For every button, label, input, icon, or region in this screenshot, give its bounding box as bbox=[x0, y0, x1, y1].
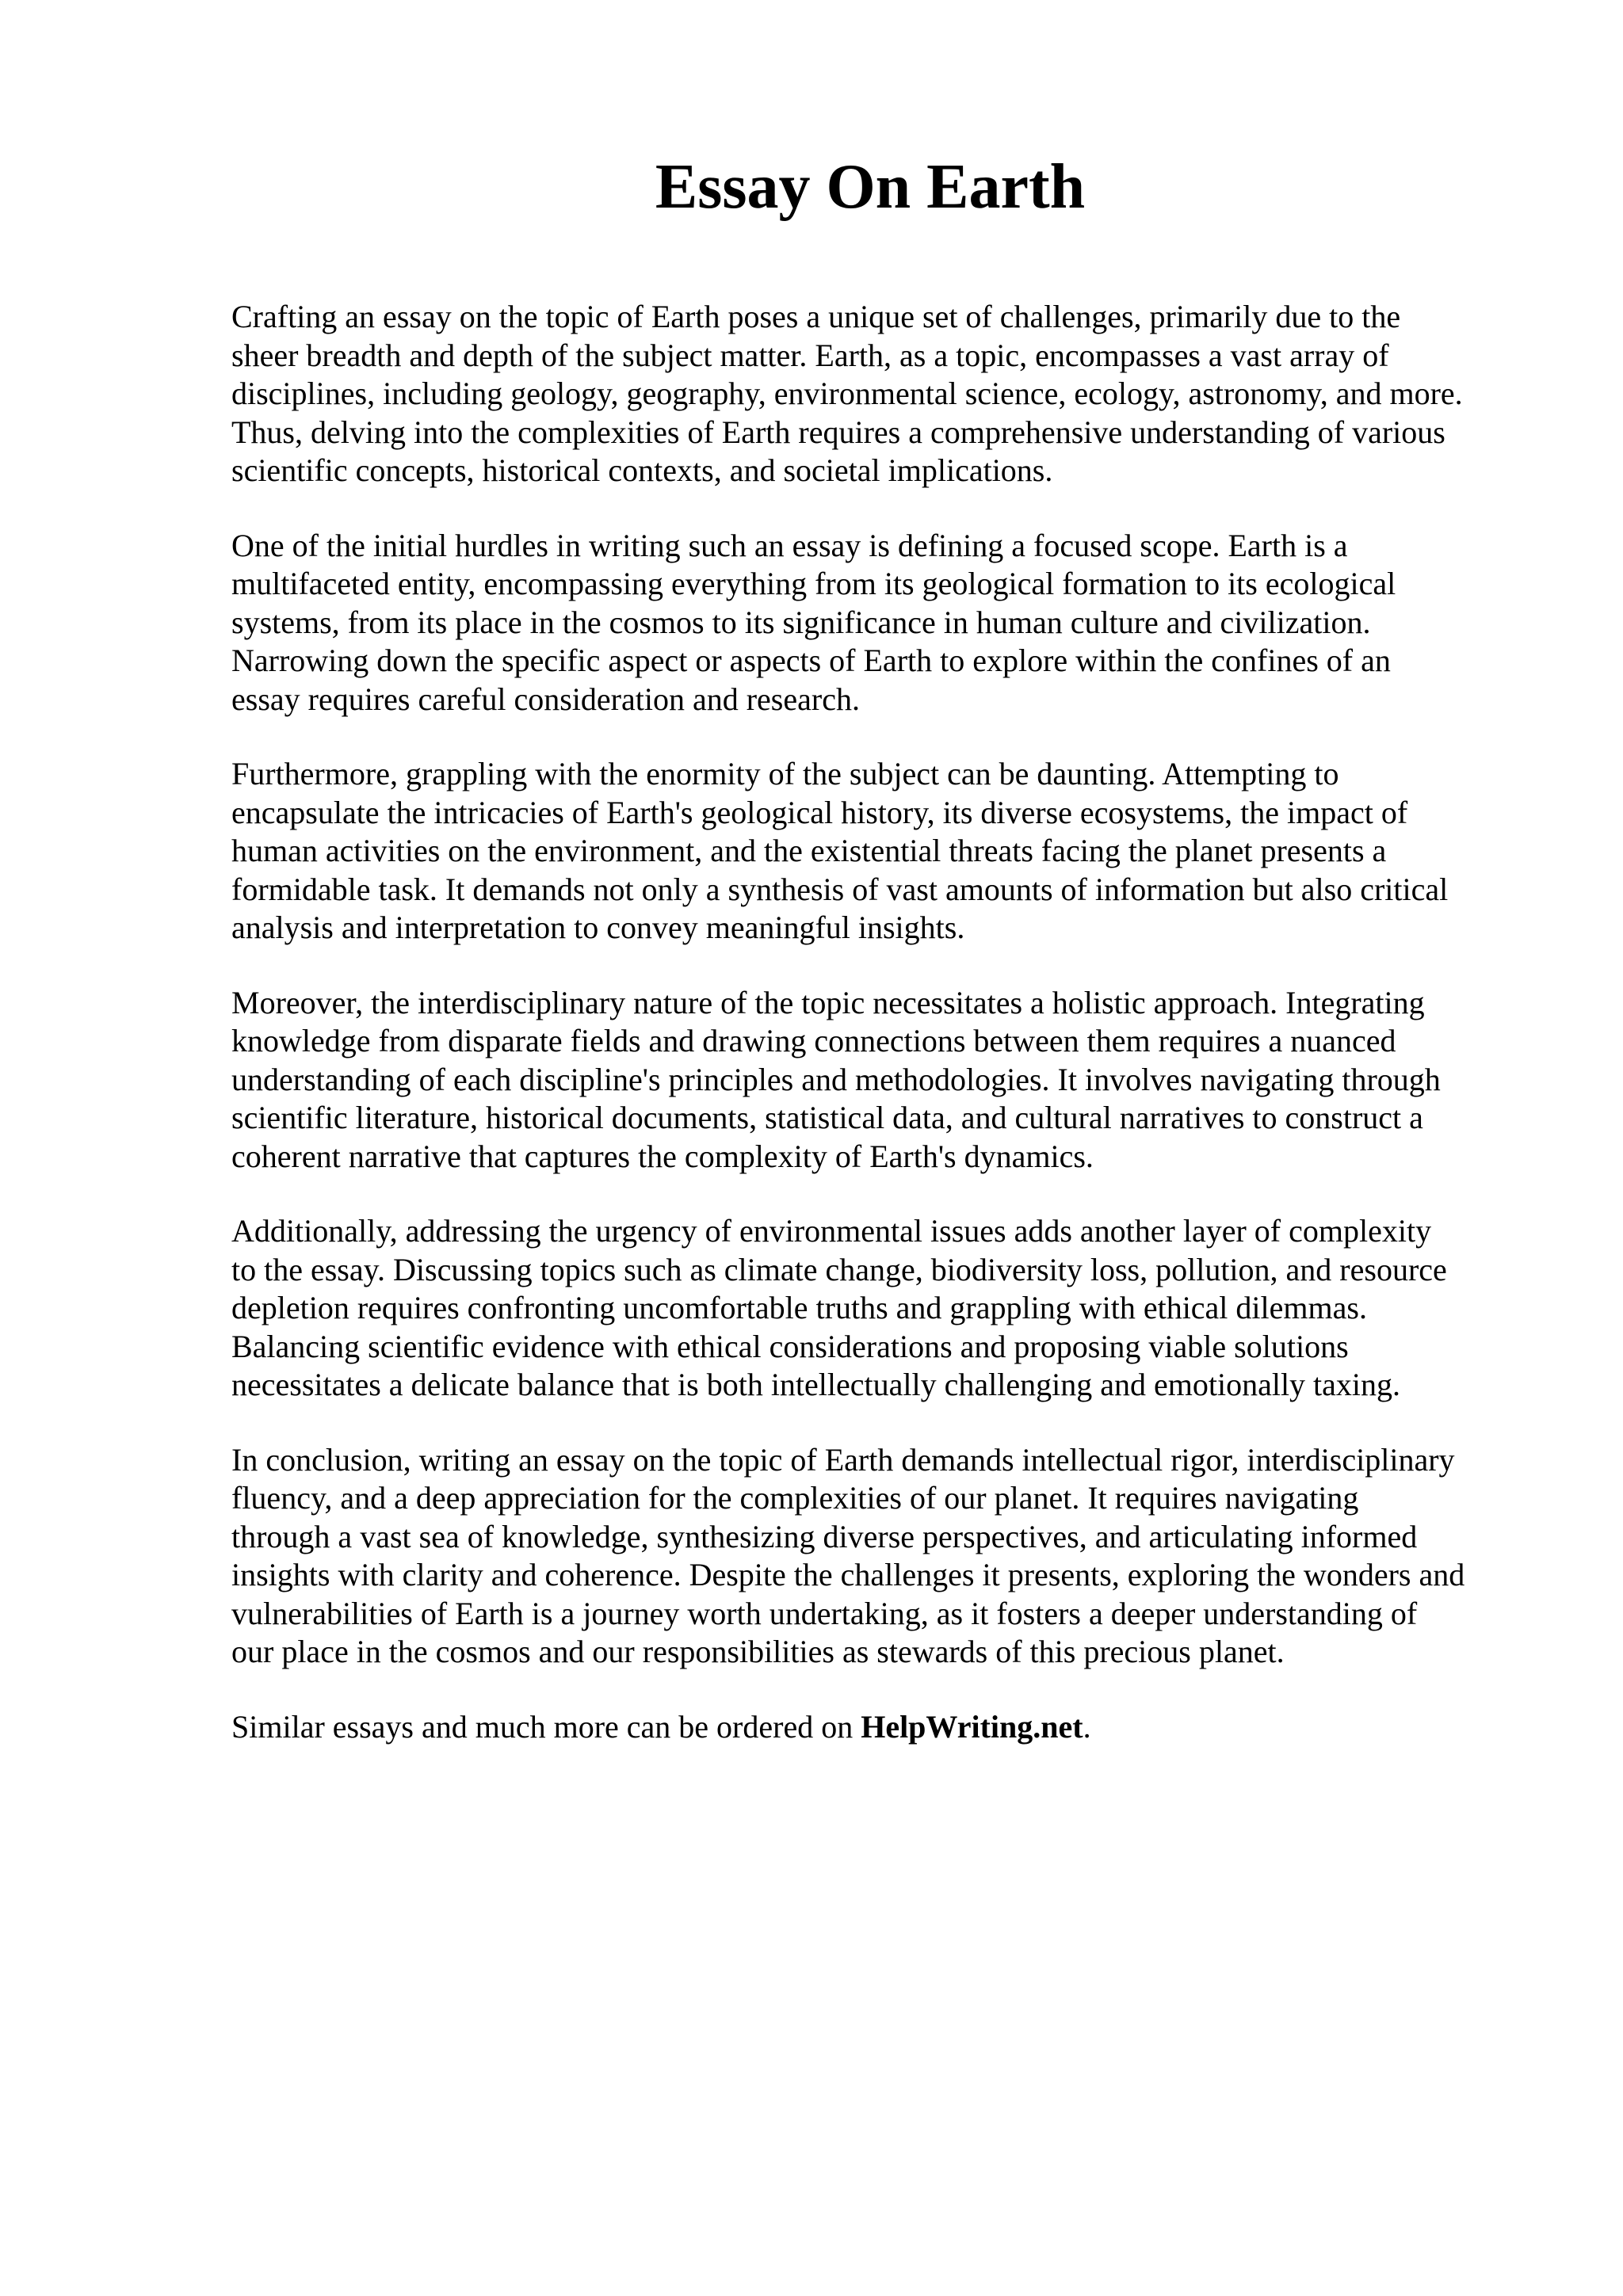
text-line: encapsulate the intricacies of Earth's geological history, its diverse ecosystems, the impact of bbox=[231, 794, 1408, 830]
text-line: disciplines, including geology, geography, environmental science, ecology, astronomy, and more. bbox=[231, 376, 1463, 411]
footer-promo bbox=[231, 1708, 1531, 1747]
text-line: One of the initial hurdles in writing such an essay is defining a focused scope. Earth is a bbox=[231, 527, 1348, 563]
text-line: multifaceted entity, encompassing everything from its geological formation to its ecological bbox=[231, 566, 1396, 601]
text-line: Additionally, addressing the urgency of environmental issues adds another layer of complexity bbox=[231, 1213, 1432, 1249]
text-line: Thus, delving into the complexities of Earth requires a comprehensive understanding of various bbox=[231, 414, 1445, 450]
paragraph-6 bbox=[231, 1441, 1531, 1672]
text-line: depletion requires confronting uncomfortable truths and grappling with ethical dilemmas. bbox=[231, 1290, 1367, 1325]
text-line: vulnerabilities of Earth is a journey worth undertaking, as it fosters a deeper understanding of bbox=[231, 1595, 1418, 1631]
text-line: sheer breadth and depth of the subject matter. Earth, as a topic, encompasses a vast array of bbox=[231, 337, 1389, 373]
footer-suffix: . bbox=[1083, 1708, 1091, 1745]
text-line: In conclusion, writing an essay on the topic of Earth demands intellectual rigor, interdisciplinary bbox=[231, 1441, 1455, 1478]
essay-title: Essay On Earth bbox=[655, 152, 1086, 222]
text-line: through a vast sea of knowledge, synthesizing diverse perspectives, and articulating informed bbox=[231, 1518, 1418, 1554]
essay-body bbox=[231, 298, 1531, 1783]
text-line: scientific concepts, historical contexts, and societal implications. bbox=[231, 452, 1053, 488]
text-line: fluency, and a deep appreciation for the complexities of our planet. It requires navigating bbox=[231, 1480, 1359, 1516]
text-line: Crafting an essay on the topic of Earth poses a unique set of challenges, primarily due to the bbox=[231, 299, 1401, 334]
text-line: formidable task. It demands not only a synthesis of vast amounts of information but also critical bbox=[231, 871, 1449, 907]
text-line: to the essay. Discussing topics such as climate change, biodiversity loss, pollution, and resource bbox=[231, 1251, 1447, 1287]
paragraph-2 bbox=[231, 527, 1531, 719]
text-line: essay requires careful consideration and research. bbox=[231, 681, 860, 717]
paragraph-3 bbox=[231, 755, 1531, 948]
paragraph-4 bbox=[231, 984, 1531, 1177]
text-line: insights with clarity and coherence. Despite the challenges it presents, exploring the wonders and bbox=[231, 1557, 1465, 1592]
text-line: coherent narrative that captures the complexity of Earth's dynamics. bbox=[231, 1138, 1094, 1174]
text-line: human activities on the environment, and the existential threats facing the planet presents a bbox=[231, 833, 1387, 868]
text-line: scientific literature, historical documents, statistical data, and cultural narratives to construct a bbox=[231, 1100, 1423, 1135]
footer-prefix: Similar essays and much more can be ordered on bbox=[231, 1708, 854, 1745]
text-line: Narrowing down the specific aspect or aspects of Earth to explore within the confines of an bbox=[231, 643, 1391, 678]
text-line: our place in the cosmos and our responsibilities as stewards of this precious planet. bbox=[231, 1634, 1285, 1669]
text-line: Furthermore, grappling with the enormity of the subject can be daunting. Attempting to bbox=[231, 756, 1339, 791]
text-line: analysis and interpretation to convey meaningful insights. bbox=[231, 910, 965, 945]
text-line: Balancing scientific evidence with ethical considerations and proposing viable solutions bbox=[231, 1328, 1349, 1364]
helpwriting-link[interactable]: HelpWriting.net bbox=[861, 1708, 1083, 1745]
text-line: knowledge from disparate fields and drawing connections between them requires a nuanced bbox=[231, 1023, 1396, 1058]
text-line: systems, from its place in the cosmos to its significance in human culture and civilization. bbox=[231, 604, 1371, 640]
text-line: understanding of each discipline's principles and methodologies. It involves navigating through bbox=[231, 1061, 1441, 1097]
paragraph-5 bbox=[231, 1212, 1531, 1405]
paragraph-1 bbox=[231, 298, 1531, 490]
text-line: Moreover, the interdisciplinary nature of the topic necessitates a holistic approach. Integrating bbox=[231, 984, 1425, 1020]
text-line: necessitates a delicate balance that is both intellectually challenging and emotionally taxing. bbox=[231, 1367, 1401, 1402]
